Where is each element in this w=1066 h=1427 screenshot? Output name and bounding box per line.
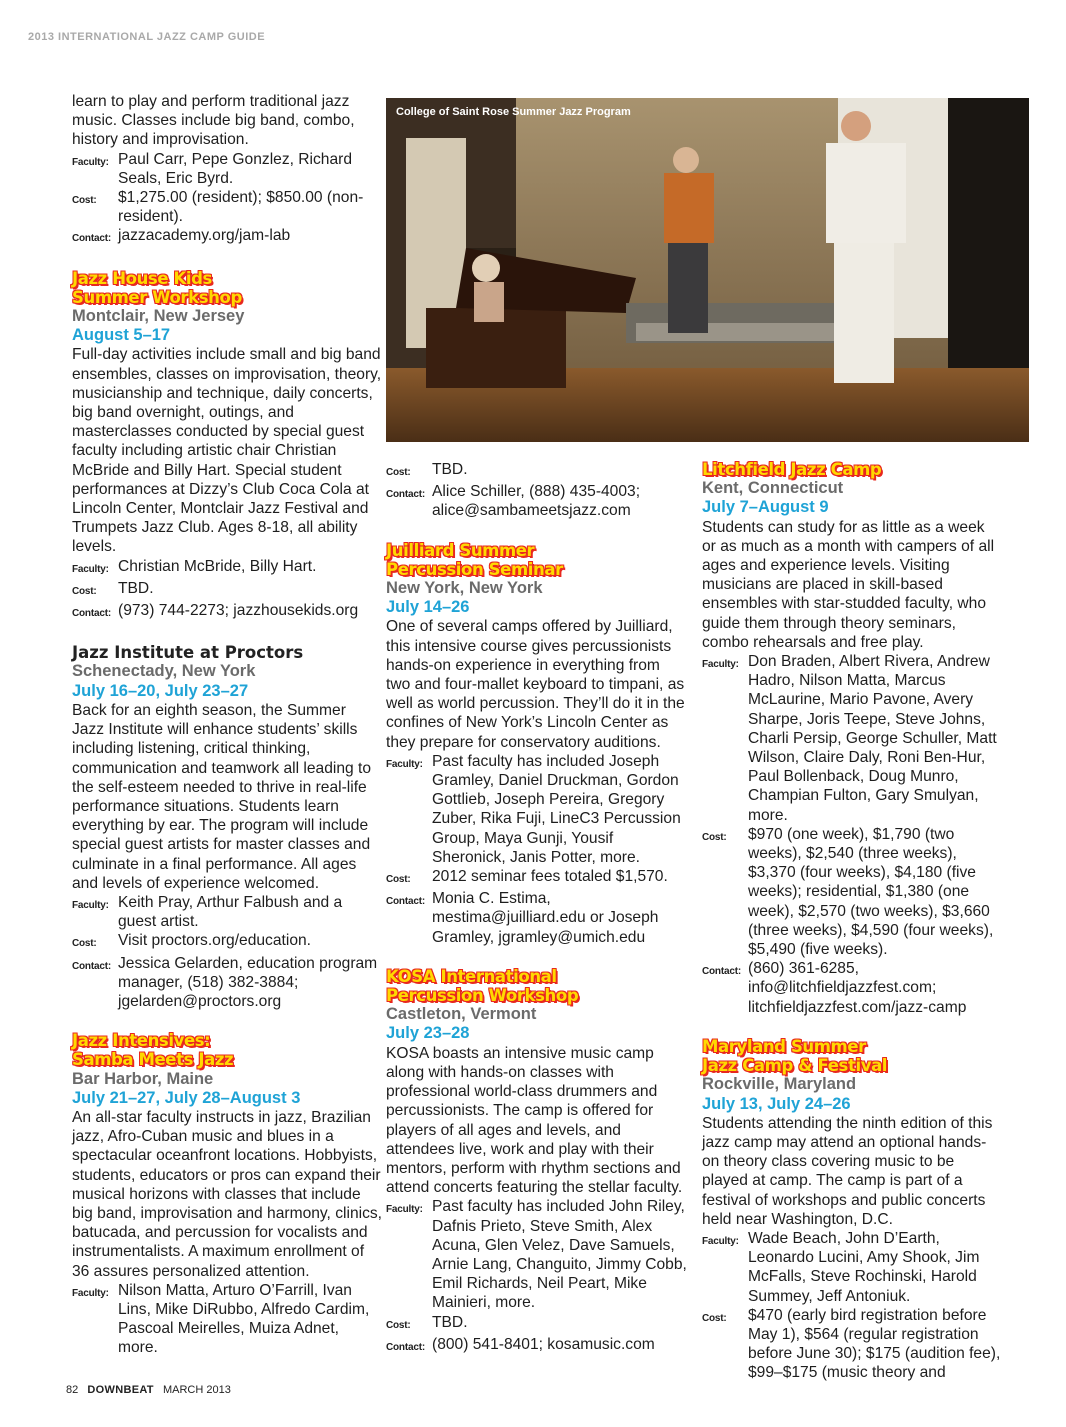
cost-value: $970 (one week), $1,790 (two weeks), $2,540 (three weeks), $3,370 (four weeks), $4,180 (five weeks); residential, $1,380 (one week), $2,570 (two weeks), $3,660 (three weeks), $4,590 (four weeks), $5,490 (five weeks). xyxy=(748,825,994,959)
contact-row xyxy=(386,482,688,520)
camp-entry-samba-meets-jazz xyxy=(72,1031,382,1357)
faculty-row xyxy=(386,1197,688,1312)
faculty-value: Don Braden, Albert Rivera, Andrew Hadro, Nilson Matta, Marcus McLaurine, Mario Pavone, Avery Sharpe, Joris Teepe, Steve Johns, Charli Persip, George Schuller, Matt Wilson, Claire Daly, Roni Ben-Hur, Paul Bollenback, Doug Munro, Champian Fulton, Gary Smulyan, more. xyxy=(748,653,997,824)
contact-value: jazzacademy.org/jam-lab xyxy=(118,227,291,245)
camp-entry-jazz-institute-proctors xyxy=(72,643,382,1011)
cost-value: $1,275.00 (resident); $850.00 (non-resident). xyxy=(118,189,364,226)
contact-label: Contact: xyxy=(702,966,741,978)
faculty-label: Faculty: xyxy=(386,758,423,770)
camp-location: New York, New York xyxy=(386,579,543,598)
camp-dates: August 5–17 xyxy=(72,326,171,345)
camp-description: Students attending the ninth edition of this jazz camp may attend an optional hands-on theory class covering music to be played at camp. The camp is part of a festival of workshops and public concerts held near Washington, D.C. xyxy=(702,1114,993,1228)
faculty-label: Faculty: xyxy=(72,899,109,911)
camp-title-line2: Samba Meets Jazz xyxy=(72,1050,234,1070)
camp-location: Kent, Connecticut xyxy=(702,479,844,498)
contact-row xyxy=(386,1335,688,1357)
faculty-value: Past faculty has included Joseph Gramley, Daniel Druckman, Gordon Gottlieb, Joseph Pereira, Gregory Zuber, Rika Fuji, LineC3 Percussion Group, Maya Gunji, Yousif Sheronick, Janis Potter, more. xyxy=(432,752,681,866)
camp-location: Schenectady, New York xyxy=(72,662,256,681)
contact-value: Monia C. Estima, mestima@juilliard.edu or Joseph Gramley, jgramley@umich.edu xyxy=(432,890,659,946)
contact-label: Contact: xyxy=(72,233,111,245)
camp-dates: July 14–26 xyxy=(386,598,470,617)
faculty-value: Christian McBride, Billy Hart. xyxy=(118,557,317,575)
contact-label: Contact: xyxy=(72,608,111,620)
contact-value: Jessica Gelarden, education program manager, (518) 382-3884; jgelarden@proctors.org xyxy=(118,954,378,1010)
camp-title-line2: Percussion Seminar xyxy=(386,559,563,579)
camp-description: Students can study for as little as a week or as much as a month with campers of all ages and experience levels. Visiting musicians are placed in skill-based ensembles with star-studded faculty, who guide them through theory seminars, combo rehearsals and free play. xyxy=(702,518,995,651)
camp-entry-litchfield xyxy=(702,460,1002,1017)
cost-label: Cost: xyxy=(72,585,97,597)
camp-entry-continued xyxy=(72,92,382,249)
camp-location: Montclair, New Jersey xyxy=(72,307,245,326)
column-2 xyxy=(386,460,688,1377)
faculty-label: Faculty: xyxy=(702,1235,739,1247)
contact-value: (860) 361-6285, info@litchfieldjazzfest.com; litchfieldjazzfest.com/jazz-camp xyxy=(748,960,967,1016)
faculty-row xyxy=(702,1229,1002,1306)
camp-description: One of several camps offered by Juilliard, this intensive course gives percussionists hands-on experience in everything from two and four-mallet keyboard to timpani, as well as world percussion. They’ll do it in the confines of New York’s Lincoln Center as they prepare for conservatory auditions. xyxy=(386,618,685,751)
contact-label: Contact: xyxy=(386,489,425,501)
faculty-label: Faculty: xyxy=(702,659,739,671)
camp-entry-kosa xyxy=(386,967,688,1357)
cost-label: Cost: xyxy=(386,874,411,886)
faculty-value: Paul Carr, Pepe Gonzlez, Richard Seals, Eric Byrd. xyxy=(118,150,353,187)
cost-label: Cost: xyxy=(72,195,97,207)
camp-title: Jazz Institute at Proctors xyxy=(72,643,304,663)
contact-label: Contact: xyxy=(386,1341,425,1353)
faculty-label: Faculty: xyxy=(72,156,109,168)
cost-label: Cost: xyxy=(702,1312,727,1324)
camp-title-line1: Jazz Intensives: xyxy=(72,1031,211,1051)
cost-value: 2012 seminar fees totaled $1,570. xyxy=(432,868,668,886)
contact-row xyxy=(72,601,382,623)
cost-label: Cost: xyxy=(72,938,97,950)
camp-title-line1: Jazz House Kids xyxy=(72,268,212,288)
contact-label: Contact: xyxy=(72,960,111,972)
faculty-label: Faculty: xyxy=(72,563,109,575)
cost-row xyxy=(72,931,382,953)
cost-value: TBD. xyxy=(432,461,468,478)
camp-entry-samba-continued xyxy=(386,460,688,521)
cost-value: TBD. xyxy=(432,1313,468,1331)
faculty-row xyxy=(386,752,688,867)
camp-title: Litchfield Jazz Camp xyxy=(702,460,882,479)
cost-label: Cost: xyxy=(386,467,411,478)
faculty-label: Faculty: xyxy=(72,1287,109,1299)
camp-description: An all-star faculty instructs in jazz, Brazilian jazz, Afro-Cuban music and blues in a spectacular oceanfront locations. Hobbyists, students, educators or pros can expand their musical horizons with classes that include big band, improvisation and harmony, clinics, batucada, and percussion for vocalists and instrumentalists. A maximum enrollment of 36 assures personalized attention. xyxy=(72,1108,383,1280)
cost-row xyxy=(702,1306,1002,1383)
faculty-label: Faculty: xyxy=(386,1204,423,1216)
camp-title-line2: Percussion Workshop xyxy=(386,986,579,1006)
contact-value: (973) 744-2273; jazzhousekids.org xyxy=(118,602,359,620)
camp-dates: July 13, July 24–26 xyxy=(702,1094,851,1113)
cost-row xyxy=(72,188,382,226)
faculty-row xyxy=(72,557,382,579)
camp-title-line1: KOSA International xyxy=(386,966,557,986)
faculty-value: Past faculty has included John Riley, Dafnis Prieto, Steve Smith, Alex Acuna, Glen Velez, Dave Samuels, Arnie Lang, Changuito, Jimmy Cobb, Emil Richards, Neil Peart, Mike Mainieri, more. xyxy=(432,1198,687,1312)
camp-dates: July 23–28 xyxy=(386,1024,470,1043)
cost-value: TBD. xyxy=(118,579,154,597)
page-footer xyxy=(66,1384,231,1396)
column-1 xyxy=(72,92,382,1378)
page-number: 82 xyxy=(66,1384,79,1396)
camp-location: Rockville, Maryland xyxy=(702,1075,857,1094)
cost-row xyxy=(386,867,688,889)
column-3 xyxy=(702,460,1002,1403)
camp-location: Bar Harbor, Maine xyxy=(72,1069,214,1088)
contact-value: Alice Schiller, (888) 435-4003; alice@sambameetsjazz.com xyxy=(432,483,641,520)
cost-row xyxy=(386,1313,688,1335)
camp-description: Back for an eighth season, the Summer Jazz Institute will enhance students’ skills including listening, critical thinking, communication and teamwork all leading to the self-esteem needed to thrive in real-life performance situations. Students learn everything by ear. The program will include special guest artists for master classes and culminate in a final performance. All ages and levels of experience welcomed. xyxy=(72,701,372,892)
contact-row xyxy=(72,226,382,248)
faculty-value: Wade Beach, John D’Earth, Leonardo Lucini, Amy Shook, Jim McFalls, Steve Rochinski, Harold Summey, Jeff Antoniuk. xyxy=(748,1229,980,1305)
cost-row xyxy=(72,579,382,601)
camp-dates: July 7–August 9 xyxy=(702,498,829,517)
cost-row xyxy=(386,460,688,482)
cost-row xyxy=(702,825,1002,959)
camp-title-line1: Juilliard Summer xyxy=(386,540,535,560)
camp-entry-juilliard xyxy=(386,541,688,947)
cost-value: Visit proctors.org/education. xyxy=(118,932,312,950)
faculty-row xyxy=(702,652,1002,825)
camp-description: Full-day activities include small and big band ensembles, classes on improvisation, theory, musicianship and technique, daily concerts, big band overnight, outings, and masterclasses conducted by special guest faculty including artistic chair Christian McBride and Billy Hart. Special student performances at Dizzy’s Club Coca Cola at Lincoln Center, Montclair Jazz Festival and Trumpets Jazz Club. Ages 8-18, all ability levels. xyxy=(72,346,382,556)
faculty-value: Nilson Matta, Arturo O’Farrill, Ivan Lins, Mike DiRubbo, Alfredo Cardim, Pascoal Meirelles, Muiza Adnet, more. xyxy=(118,1281,370,1357)
magazine-name: DOWNBEAT xyxy=(87,1384,154,1396)
camp-location: Castleton, Vermont xyxy=(386,1005,537,1024)
photo-illustration xyxy=(386,98,1029,442)
running-head: 2013 INTERNATIONAL JAZZ CAMP GUIDE xyxy=(28,31,266,43)
camp-title-line2: Jazz Camp & Festival xyxy=(702,1056,888,1076)
contact-row xyxy=(386,889,688,947)
issue-date: MARCH 2013 xyxy=(162,1384,231,1396)
cost-label: Cost: xyxy=(702,831,727,843)
faculty-row xyxy=(72,1281,382,1358)
camp-description: KOSA boasts an intensive music camp along with hands-on classes with professional world-class drummers and percussionists. The camp is offered for players of all ages and levels, and attendees live, work and play with their mentors, perform with rhythm sections and attend concerts featuring the stellar faculty. xyxy=(386,1044,683,1197)
photo-caption: College of Saint Rose Summer Jazz Program xyxy=(396,106,631,118)
faculty-row xyxy=(72,893,382,931)
contact-label: Contact: xyxy=(386,896,425,908)
camp-dates: July 21–27, July 28–August 3 xyxy=(72,1088,301,1107)
camp-description: learn to play and perform traditional jazz music. Classes include big band, combo, history and improvisation. xyxy=(72,93,355,149)
concert-photo xyxy=(386,98,1029,442)
cost-value: $470 (early bird registration before May 1), $564 (regular registration before June 30); $175 (audition fee), $99–$175 (music theory and xyxy=(748,1306,1001,1382)
camp-title-line1: Maryland Summer xyxy=(702,1036,866,1056)
cost-label: Cost: xyxy=(386,1319,411,1331)
faculty-value: Keith Pray, Arthur Falbush and a guest artist. xyxy=(118,893,343,931)
camp-title-line2: Summer Workshop xyxy=(72,287,242,307)
contact-row xyxy=(702,959,1002,1017)
camp-dates: July 16–20, July 23–27 xyxy=(72,681,249,700)
camp-entry-maryland xyxy=(702,1037,1002,1383)
contact-value: (800) 541-8401; kosamusic.com xyxy=(432,1335,655,1353)
camp-entry-jazz-house-kids xyxy=(72,269,382,624)
contact-row xyxy=(72,954,382,1012)
faculty-row xyxy=(72,150,382,188)
